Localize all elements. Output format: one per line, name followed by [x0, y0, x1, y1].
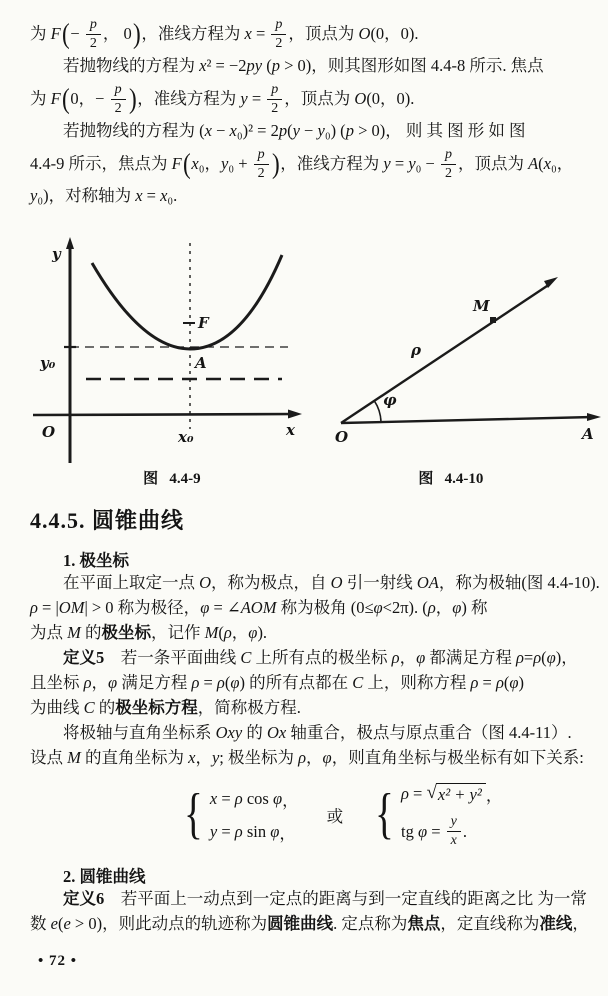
polar-axis-arrow-icon	[587, 413, 601, 421]
cases-right	[371, 782, 502, 848]
polar-axis	[341, 417, 593, 423]
label-vertex: A	[195, 354, 207, 372]
def5-line-3: 为曲线 C 的 极坐标方程 ，简称极方程.	[30, 698, 301, 718]
label-rho: ρ	[411, 341, 421, 359]
label-x: x	[286, 421, 295, 439]
coordinate-relation-paragraph	[30, 721, 588, 771]
definition-6	[30, 887, 588, 937]
equation-block	[180, 779, 588, 851]
label-phi: φ	[383, 391, 397, 409]
figure-4-4-9-caption: 图 4.4-9	[143, 471, 201, 487]
polar-paragraph	[30, 571, 600, 646]
figure-4-4-9	[30, 231, 325, 463]
definition-5	[30, 646, 588, 721]
section-number: 4.4.5.	[30, 508, 86, 533]
x-axis	[33, 414, 296, 415]
x-axis-arrow-icon	[288, 410, 302, 419]
cases-left	[180, 783, 299, 846]
section-title: 圆锥曲线	[92, 508, 185, 533]
eq-tg: tg φ = $\frac{y}{x}$ .	[400, 814, 467, 848]
label-y: y	[52, 245, 61, 263]
parabola-diagram	[30, 231, 325, 463]
intro-line-6: y ₀)，对称轴为 x = x ₀.	[30, 186, 178, 206]
relation-line-1: 将极轴与直角坐标系 Oxy 的 Ox 轴重合，极点与原点重合（图 4.4-11）.	[63, 723, 572, 743]
angle-arc	[374, 401, 381, 422]
figure-4-4-10	[325, 231, 608, 463]
point-M-marker	[490, 317, 496, 323]
intro-line-4: 若抛物线的方程为 ( x − x ₀)² = 2 p ( y − y ₀) ( p > 0)， 则 其 图 形 如 图	[63, 121, 526, 141]
polar-ray	[341, 284, 550, 423]
def6-line-1: 定义6 若平面上一动点到一定点的距离与到一定直线的距离之比 为一常	[63, 889, 587, 909]
label-y0: y₀	[40, 354, 56, 372]
intro-line-2: 若抛物线的方程为 x ² = −2 py ( p > 0)，则其图形如图 4.4-8 所示. 焦点	[63, 56, 544, 76]
label-x0: x₀	[178, 428, 194, 446]
caption-row	[30, 467, 588, 488]
section-heading	[30, 504, 588, 535]
intro-line-1: 为 F ( − $\frac{p}{2}$ ， 0 ) ，准线方程为 x = $\frac{p}{2}$ ，顶点为 O (0，0).	[30, 16, 419, 51]
figure-4-4-10-caption: 图 4.4-10	[418, 471, 484, 487]
eq-y: y = ρ sin φ ，	[209, 821, 296, 843]
intro-line-3: 为 F ( 0，− $\frac{p}{2}$ ) ，准线方程为 y = $\frac{p}{2}$ ，顶点为 O (0，0).	[30, 81, 415, 116]
subsection-1-heading: 1. 极坐标	[63, 551, 129, 570]
polar-diagram	[325, 231, 608, 463]
eq-rho: ρ = √ x² + y² ，	[400, 782, 503, 805]
polar-line-1: 在平面上取定一点 O ，称为极点，自 O 引一射线 OA ，称为极轴(图 4.4-10).	[63, 573, 600, 593]
intro-paragraph	[30, 14, 588, 209]
y-axis-arrow-icon	[66, 237, 74, 249]
label-A: A	[582, 425, 594, 443]
label-origin: O	[42, 423, 56, 441]
intro-line-5: 4.4-9 所示，焦点为 F ( x ₀， y ₀ + $\frac{p}{2}$ ) ，准线方程为 y = y ₀ − $\frac{p}{2}$ ，顶点为 A ( x ₀，	[30, 146, 574, 181]
left-brace-2: {	[375, 783, 394, 846]
left-brace-1: {	[184, 783, 203, 846]
relation-line-2: 设点 M 的直角坐标为 x ， y ; 极坐标为 ρ ， φ ，则直角坐标与极坐标有如下关系:	[30, 748, 584, 768]
polar-line-2: ρ = | OM | > 0 称为极径， φ = ∠ AOM 称为极角 (0≤ φ <2π). ( ρ ， φ ) 称	[30, 598, 488, 618]
polar-line-3: 为点 M 的 极坐标 ，记作 M ( ρ ， φ ).	[30, 623, 268, 643]
parabola-curve	[92, 255, 282, 349]
eq-x: x = ρ cos φ ，	[209, 788, 299, 810]
def6-line-2: 数 e ( e > 0)，则此动点的轨迹称为 圆锥曲线 . 定点称为 焦点 ，定直线称为 准线 ，	[30, 914, 589, 934]
label-focus: F	[198, 314, 209, 332]
subsection-2-heading: 2. 圆锥曲线	[63, 867, 146, 886]
or-connector: 或	[326, 807, 344, 826]
label-M: M	[473, 297, 490, 315]
def5-line-2: 且坐标 ρ ， φ 满足方程 ρ = ρ ( φ ) 的所有点都在 C 上，则称方程 ρ = ρ ( φ )	[30, 673, 525, 693]
label-pole: O	[335, 428, 349, 446]
page-number: • 72 •	[38, 953, 78, 969]
def5-line-1: 定义5 若一条平面曲线 C 上所有点的极坐标 ρ ， φ 都满足方程 ρ = ρ ( φ )，	[63, 648, 578, 668]
figures-row	[30, 231, 594, 463]
